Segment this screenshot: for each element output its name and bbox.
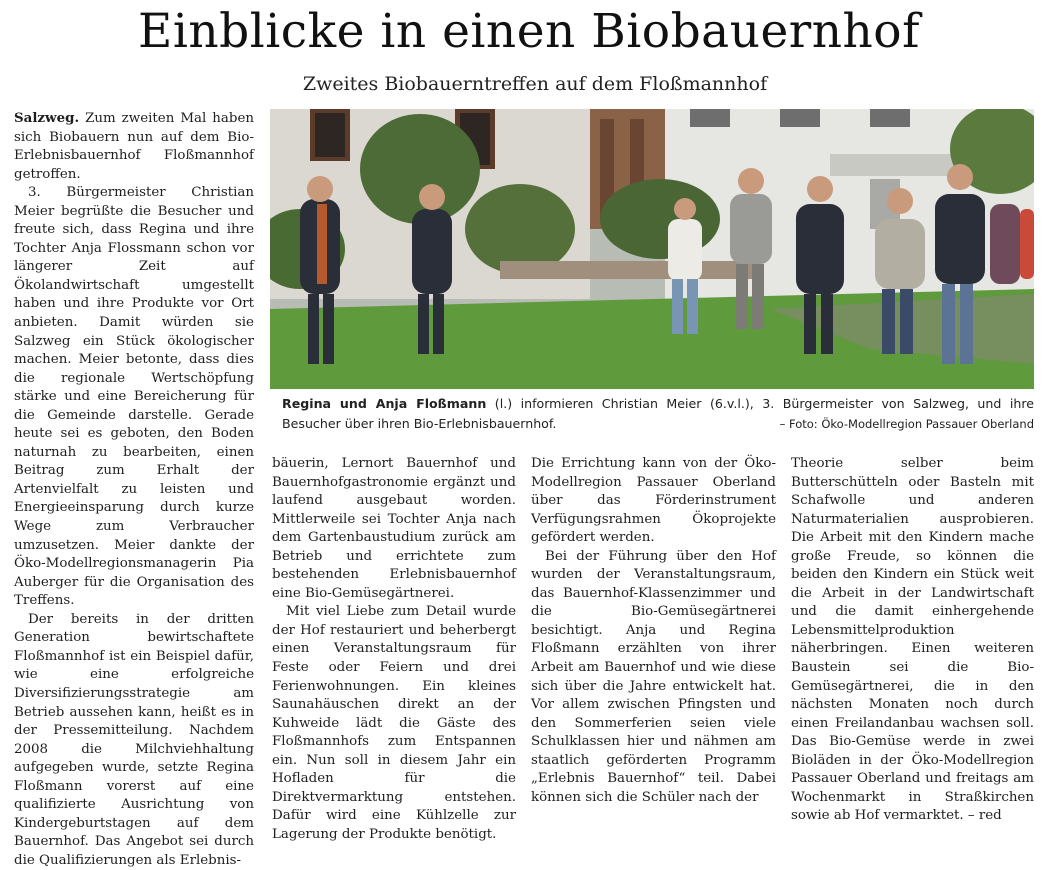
article-photo: [270, 109, 1034, 389]
photo-credit: – Foto: Öko-Modellregion Passauer Oberland: [779, 417, 1034, 431]
paragraph: [14, 109, 254, 184]
paragraph-text: Zum zweiten Mal haben sich Biobauern nun auf dem Bio-Erlebnisbauernhof Floßmannhof getroffen.: [14, 111, 254, 182]
paragraph: 3. Bürgermeister Christian Meier begrüßte die Besucher und freute sich, dass Regina und ihre Tochter Anja Flossmann schon vor längerer Zeit auf Ökolandwirtschaft umgestellt haben und ihre Produkte vor Ort anbieten. Damit würden sie Salzweg ein Stück ökologischer machen. Meier betonte, dass dies die regionale Wertschöpfung stärke und eine Bereicherung für die Gemeinde darstelle. Gerade heute sei es geboten, den Boden naturnah zu bearbeiten, einen Beitrag zum Erhalt der Artenvielfalt zu leisten und Energieeinsparung durch kurze Wege zum Verbraucher umzusetzen. Meier dankte der Öko-Modellregionsmanagerin Pia Auberger für die Organisation des Treffens.: [14, 185, 254, 609]
article-column-2: [272, 455, 516, 844]
article-column-3: [531, 455, 776, 807]
article-column-4: [791, 455, 1034, 826]
dateline: Salzweg.: [14, 110, 80, 126]
photo-caption: [282, 394, 1034, 434]
paragraph: Die Errichtung kann von der Öko-Modellregion Passauer Oberland über das Förderinstrument Verfügungsrahmen Ökoprojekte gefördert werden.: [531, 456, 776, 546]
article-column-1: [14, 109, 254, 870]
paragraph: Mit viel Liebe zum Detail wurde der Hof restauriert und beherbergt einen Veranstaltungsraum für Feste oder Feiern und drei Ferienwohnungen. Ein kleines Saunahäuschen direkt an der Kuhweide lädt die Gäste des Floßmannhofs zum Entspannen ein. Nun soll in diesem Jahr ein Hofladen für die Direktvermarktung entstehen. Dafür wird eine Kühlzelle zur Lagerung der Produkte benötigt.: [272, 604, 516, 842]
headline: Einblicke in einen Biobauernhof: [138, 4, 920, 59]
paragraph: Der bereits in der dritten Generation bewirtschaftete Floßmannhof ist ein Beispiel dafür, wie eine erfolgreiche Diversifizierungsstrategie am Betrieb aussehen kann, heißt es in der Pressemitteilung. Nachdem 2008 die Milchviehhaltung aufgegeben wurde, setzte Regina Floßmann vorerst auf eine qualifizierte Ausrichtung von Kindergeburtstagen auf dem Bauernhof. Das Angebot sei durch die Qualifizierungen als Erlebnis-: [14, 611, 254, 868]
paragraph: Theorie selber beim Butterschütteln oder Basteln mit Schafwolle und anderen Naturmaterialien ausprobieren. Die Arbeit mit den Kindern mache große Freude, so können die beiden den Kindern ein Stück weit die Arbeit in der Landwirtschaft und die damit einhergehende Lebensmittelproduktion näherbringen. Einen weiteren Baustein sei die Bio-Gemüsegärtnerei, die in den nächsten Monaten noch durch einen Freilandanbau wachsen soll. Das Bio-Gemüse werde in zwei Bioläden in der Öko-Modellregion Passauer Oberland und freitags am Wochenmarkt in Straßkirchen sowie ab Hof vermarktet. – red: [791, 456, 1034, 824]
subheadline: Zweites Biobauerntreffen auf dem Floßmannhof: [302, 73, 768, 95]
caption-text: (l.) informieren Christian Meier (6.v.l.), 3. Bürgermeister von Salzweg, und ihre Besucher über ihren Bio-Erlebnisbauernhof.: [282, 396, 1034, 431]
caption-names: Regina und Anja Floßmann: [282, 396, 487, 411]
paragraph: Bei der Führung über den Hof wurden der Veranstaltungsraum, das Bauernhof-Klassenzimmer und die Bio-Gemüsegärtnerei besichtigt. Anja und Regina Floßmann erzählten von ihrer Arbeit am Bauernhof und wie diese sich über die Jahre entwickelt hat. Vor allem zwischen Pfingsten und den Sommerferien seien viele Schulklassen hier und nähmen am staatlich geförderten Programm „Erlebnis Bauernhof“ teil. Dabei können sich die Schüler nach der: [531, 548, 776, 805]
paragraph: bäuerin, Lernort Bauernhof und Bauernhofgastronomie ergänzt und laufend ausgebaut worden. Mittlerweile sei Tochter Anja nach dem Gartenbaustudium zurück am Betrieb und errichtete zum bestehenden Erlebnisbauernhof eine Bio-Gemüsegärtnerei.: [272, 456, 516, 601]
